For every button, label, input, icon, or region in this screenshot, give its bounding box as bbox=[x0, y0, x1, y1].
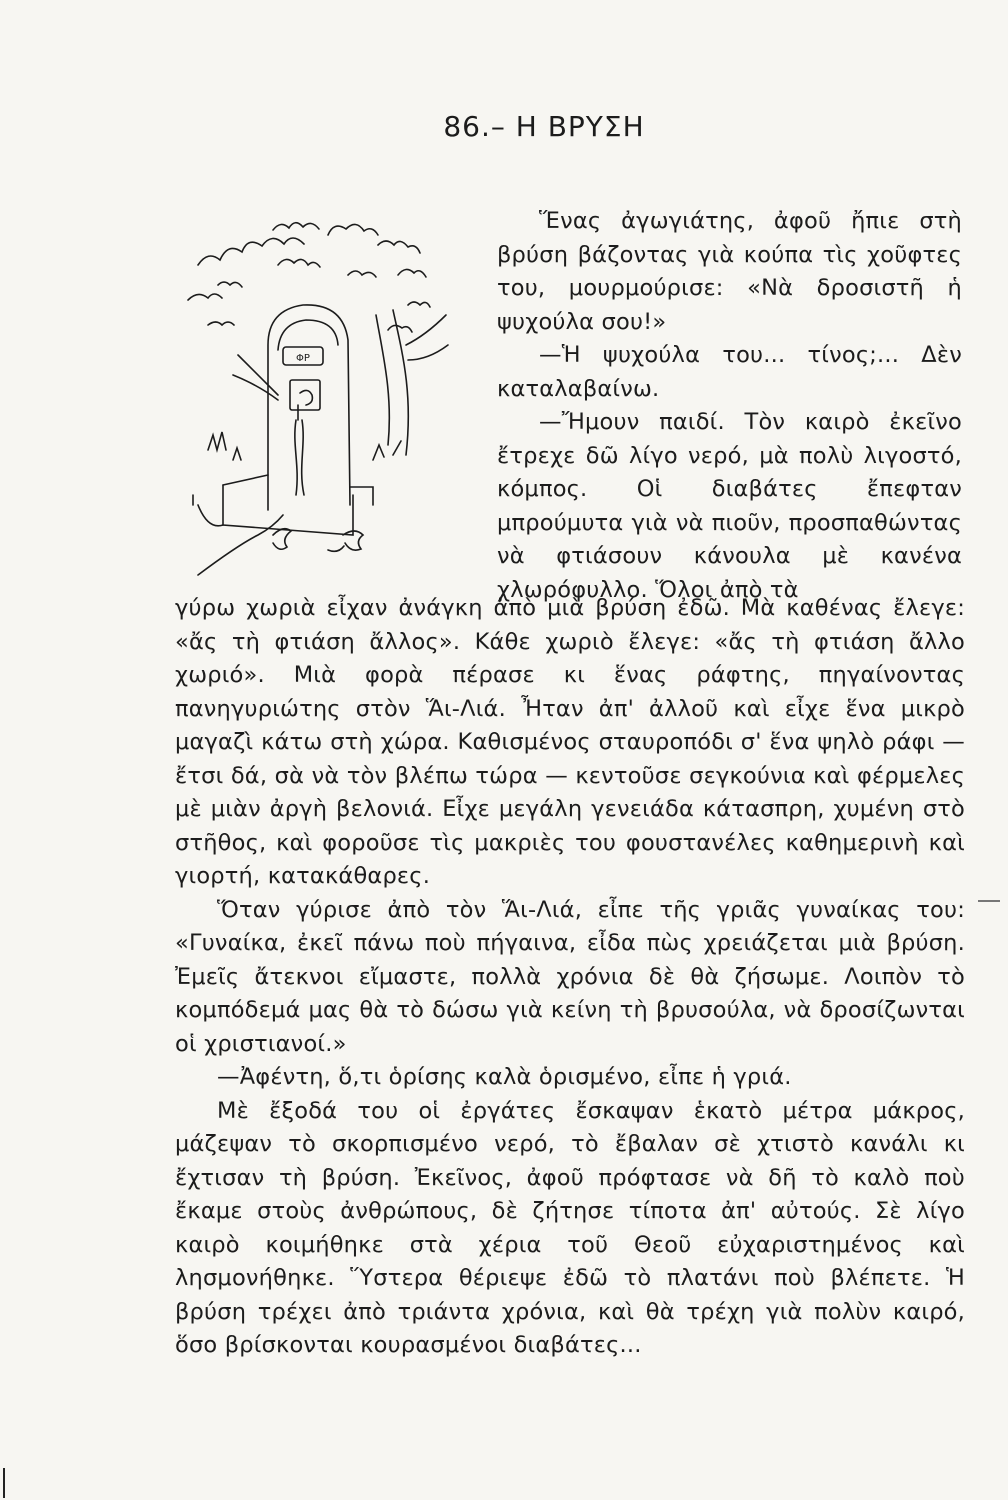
full-width-text-block bbox=[175, 592, 965, 1363]
scan-edge-mark bbox=[3, 1468, 5, 1498]
paragraph: —Ἤμουν παιδί. Τὸν καιρὸ ἐκεῖνο ἔτρεχε δῶ λίγο νερό, μὰ πολὺ λιγοστό, κόμπος. Οἱ διαβάτες ἔπεφταν μπρούμυτα γιὰ νὰ πιοῦν, προσπαθώντας νὰ φτιάσουν κάνουλα μὲ κανένα χλωρόφυλλο. Ὅλοι ἀπὸ τὰ bbox=[497, 409, 962, 603]
paragraph: γύρω χωριὰ εἶχαν ἀνάγκη ἀπὸ μιὰ βρύση ἐδῶ. Μὰ καθένας ἔλεγε: «ἄς τὴ φτιάση ἄλλος». Κάθε χωριὸ ἔλεγε: «ἄς τὴ φτιάση ἄλλο χωριό». Μιὰ φορὰ πέρασε κι ἕνας ράφτης, πηγαίνοντας πανηγυριώτης στὸν Ἅι-Λιά. Ἦταν ἀπ' ἀλλοῦ καὶ εἶχε ἕνα μικρὸ μαγαζὶ κάτω στὴ χώρα. Καθισμένος σταυροπόδι σ' ἕνα ψηλὸ ράφι — ἔτσι δά, σὰ νὰ τὸν βλέπω τώρα — κεντοῦσε σεγκούνια καὶ φέρμελες μὲ μιὰν ἀργὴ βελονιά. Εἶχε μεγάλη γενειάδα κάτασπρη, χυμένη στὸ στῆθος, καὶ φοροῦσε τὶς μακριὲς του φουστανέλες καθημερινὴ καὶ γιορτή, κατακάθαρες. bbox=[175, 595, 965, 889]
paragraph: Μὲ ἔξοδά του οἱ ἐργάτες ἔσκαψαν ἑκατὸ μέτρα μάκρος, μάζεψαν τὸ σκορπισμένο νερό, τὸ ἔβαλαν σὲ χτιστὸ κανάλι κι ἔχτισαν τὴ βρύση. Ἐκεῖνος, ἀφοῦ πρόφτασε νὰ δῆ τὸ καλὸ ποὺ ἔκαμε στοὺς ἀνθρώπους, δὲ ζήτησε τίποτα ἀπ' αὐτούς. Σὲ λίγο καιρὸ κοιμήθηκε στὰ χέρια τοῦ Θεοῦ εὐχαριστημένος καὶ λησμονήθηκε. Ὕστερα θέριεψε ἐδῶ τὸ πλατάνι ποὺ βλέπετε. Ἡ βρύση τρέχει ἀπὸ τριάντα χρόνια, καὶ θὰ τρέχη γιὰ πολὺν καιρό, ὅσο βρίσκονται κουρασμένοι διαβάτες... bbox=[175, 1097, 965, 1358]
paragraph: Ἕνας ἀγωγιάτης, ἀφοῦ ἤπιε στὴ βρύση βάζοντας γιὰ κούπα τὶς χοῦφτες του, μουρμούρισε: «Νὰ δροσιστῆ ἡ ψυχούλα σου!» bbox=[497, 208, 962, 335]
scan-artifact bbox=[978, 900, 1000, 902]
paragraph: —Ἀφέντη, ὅ,τι ὁρίσης καλὰ ὁρισμένο, εἶπε ἡ γριά. bbox=[217, 1064, 792, 1090]
wrapped-text-block bbox=[497, 205, 962, 607]
chapter-title: 86.– Η ΒΡΥΣΗ bbox=[443, 110, 645, 143]
fountain-illustration bbox=[178, 205, 478, 590]
plaque-text: ΦΡ bbox=[296, 353, 310, 364]
paragraph: Ὅταν γύρισε ἀπὸ τὸν Ἅι-Λιά, εἶπε τῆς γριᾶς γυναίκας του: «Γυναίκα, ἐκεῖ πάνω ποὺ πήγαινα, εἶδα πὼς χρειάζεται μιὰ βρύση. Ἐμεῖς ἄτεκνοι εἴμαστε, πολλὰ χρόνια δὲ θὰ ζήσωμε. Λοιπὸν τὸ κομπόδεμά μας θὰ τὸ δώσω γιὰ κείνη τὴ βρυσούλα, νὰ δροσίζωνται οἱ χριστιανοί.» bbox=[175, 896, 965, 1057]
paragraph: —Ἡ ψυχούλα του... τίνος;... Δὲν καταλαβαίνω. bbox=[497, 342, 962, 402]
